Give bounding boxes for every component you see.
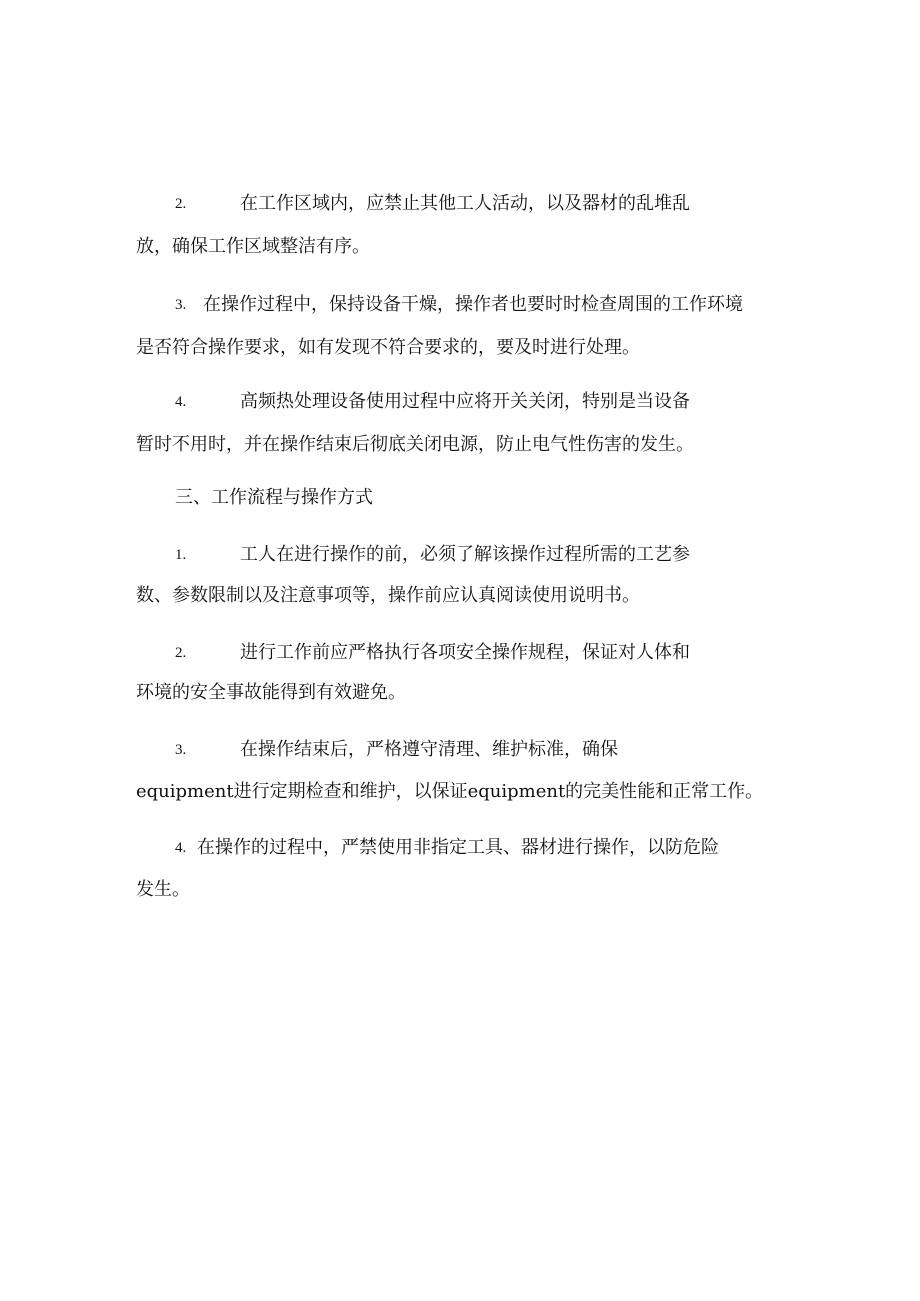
item-number: 4. bbox=[175, 840, 187, 856]
item-number: 3. bbox=[175, 742, 187, 758]
item-text-line: 发生。 bbox=[136, 879, 190, 900]
item-number: 2. bbox=[175, 645, 187, 661]
item-text-line: 工人在进行操作的前，必须了解该操作过程所需的工艺参 bbox=[240, 544, 690, 565]
item-number: 4. bbox=[175, 394, 187, 410]
item-number: 1. bbox=[175, 547, 187, 563]
item-text-line: equipment进行定期检查和维护，以保证equipment的完美性能和正常工作。 bbox=[136, 781, 764, 802]
item-text-line: 是否符合操作要求，如有发现不符合要求的，要及时进行处理。 bbox=[136, 337, 640, 358]
item-text-line: 在操作的过程中，严禁使用非指定工具、器材进行操作，以防危险 bbox=[197, 837, 719, 858]
item-text-line: 在工作区域内，应禁止其他工人活动，以及器材的乱堆乱 bbox=[240, 193, 690, 214]
item-text-line: 暂时不用时，并在操作结束后彻底关闭电源，防止电气性伤害的发生。 bbox=[136, 434, 694, 455]
section-title: 三、工作流程与操作方式 bbox=[175, 487, 373, 508]
item-text-line: 在操作过程中，保持设备干燥，操作者也要时时检查周围的工作环境 bbox=[203, 294, 743, 315]
item-text-line: 放，确保工作区域整洁有序。 bbox=[136, 236, 370, 257]
item-number: 2. bbox=[175, 196, 187, 212]
item-text-line: 进行工作前应严格执行各项安全操作规程，保证对人体和 bbox=[240, 642, 690, 663]
item-text-line: 数、参数限制以及注意事项等，操作前应认真阅读使用说明书。 bbox=[136, 585, 640, 606]
item-text-line: 环境的安全事故能得到有效避免。 bbox=[136, 682, 406, 703]
item-text-line: 在操作结束后，严格遵守清理、维护标准，确保 bbox=[240, 739, 618, 760]
item-text-line: 高频热处理设备使用过程中应将开关关闭，特别是当设备 bbox=[240, 391, 690, 412]
item-number: 3. bbox=[175, 297, 187, 313]
